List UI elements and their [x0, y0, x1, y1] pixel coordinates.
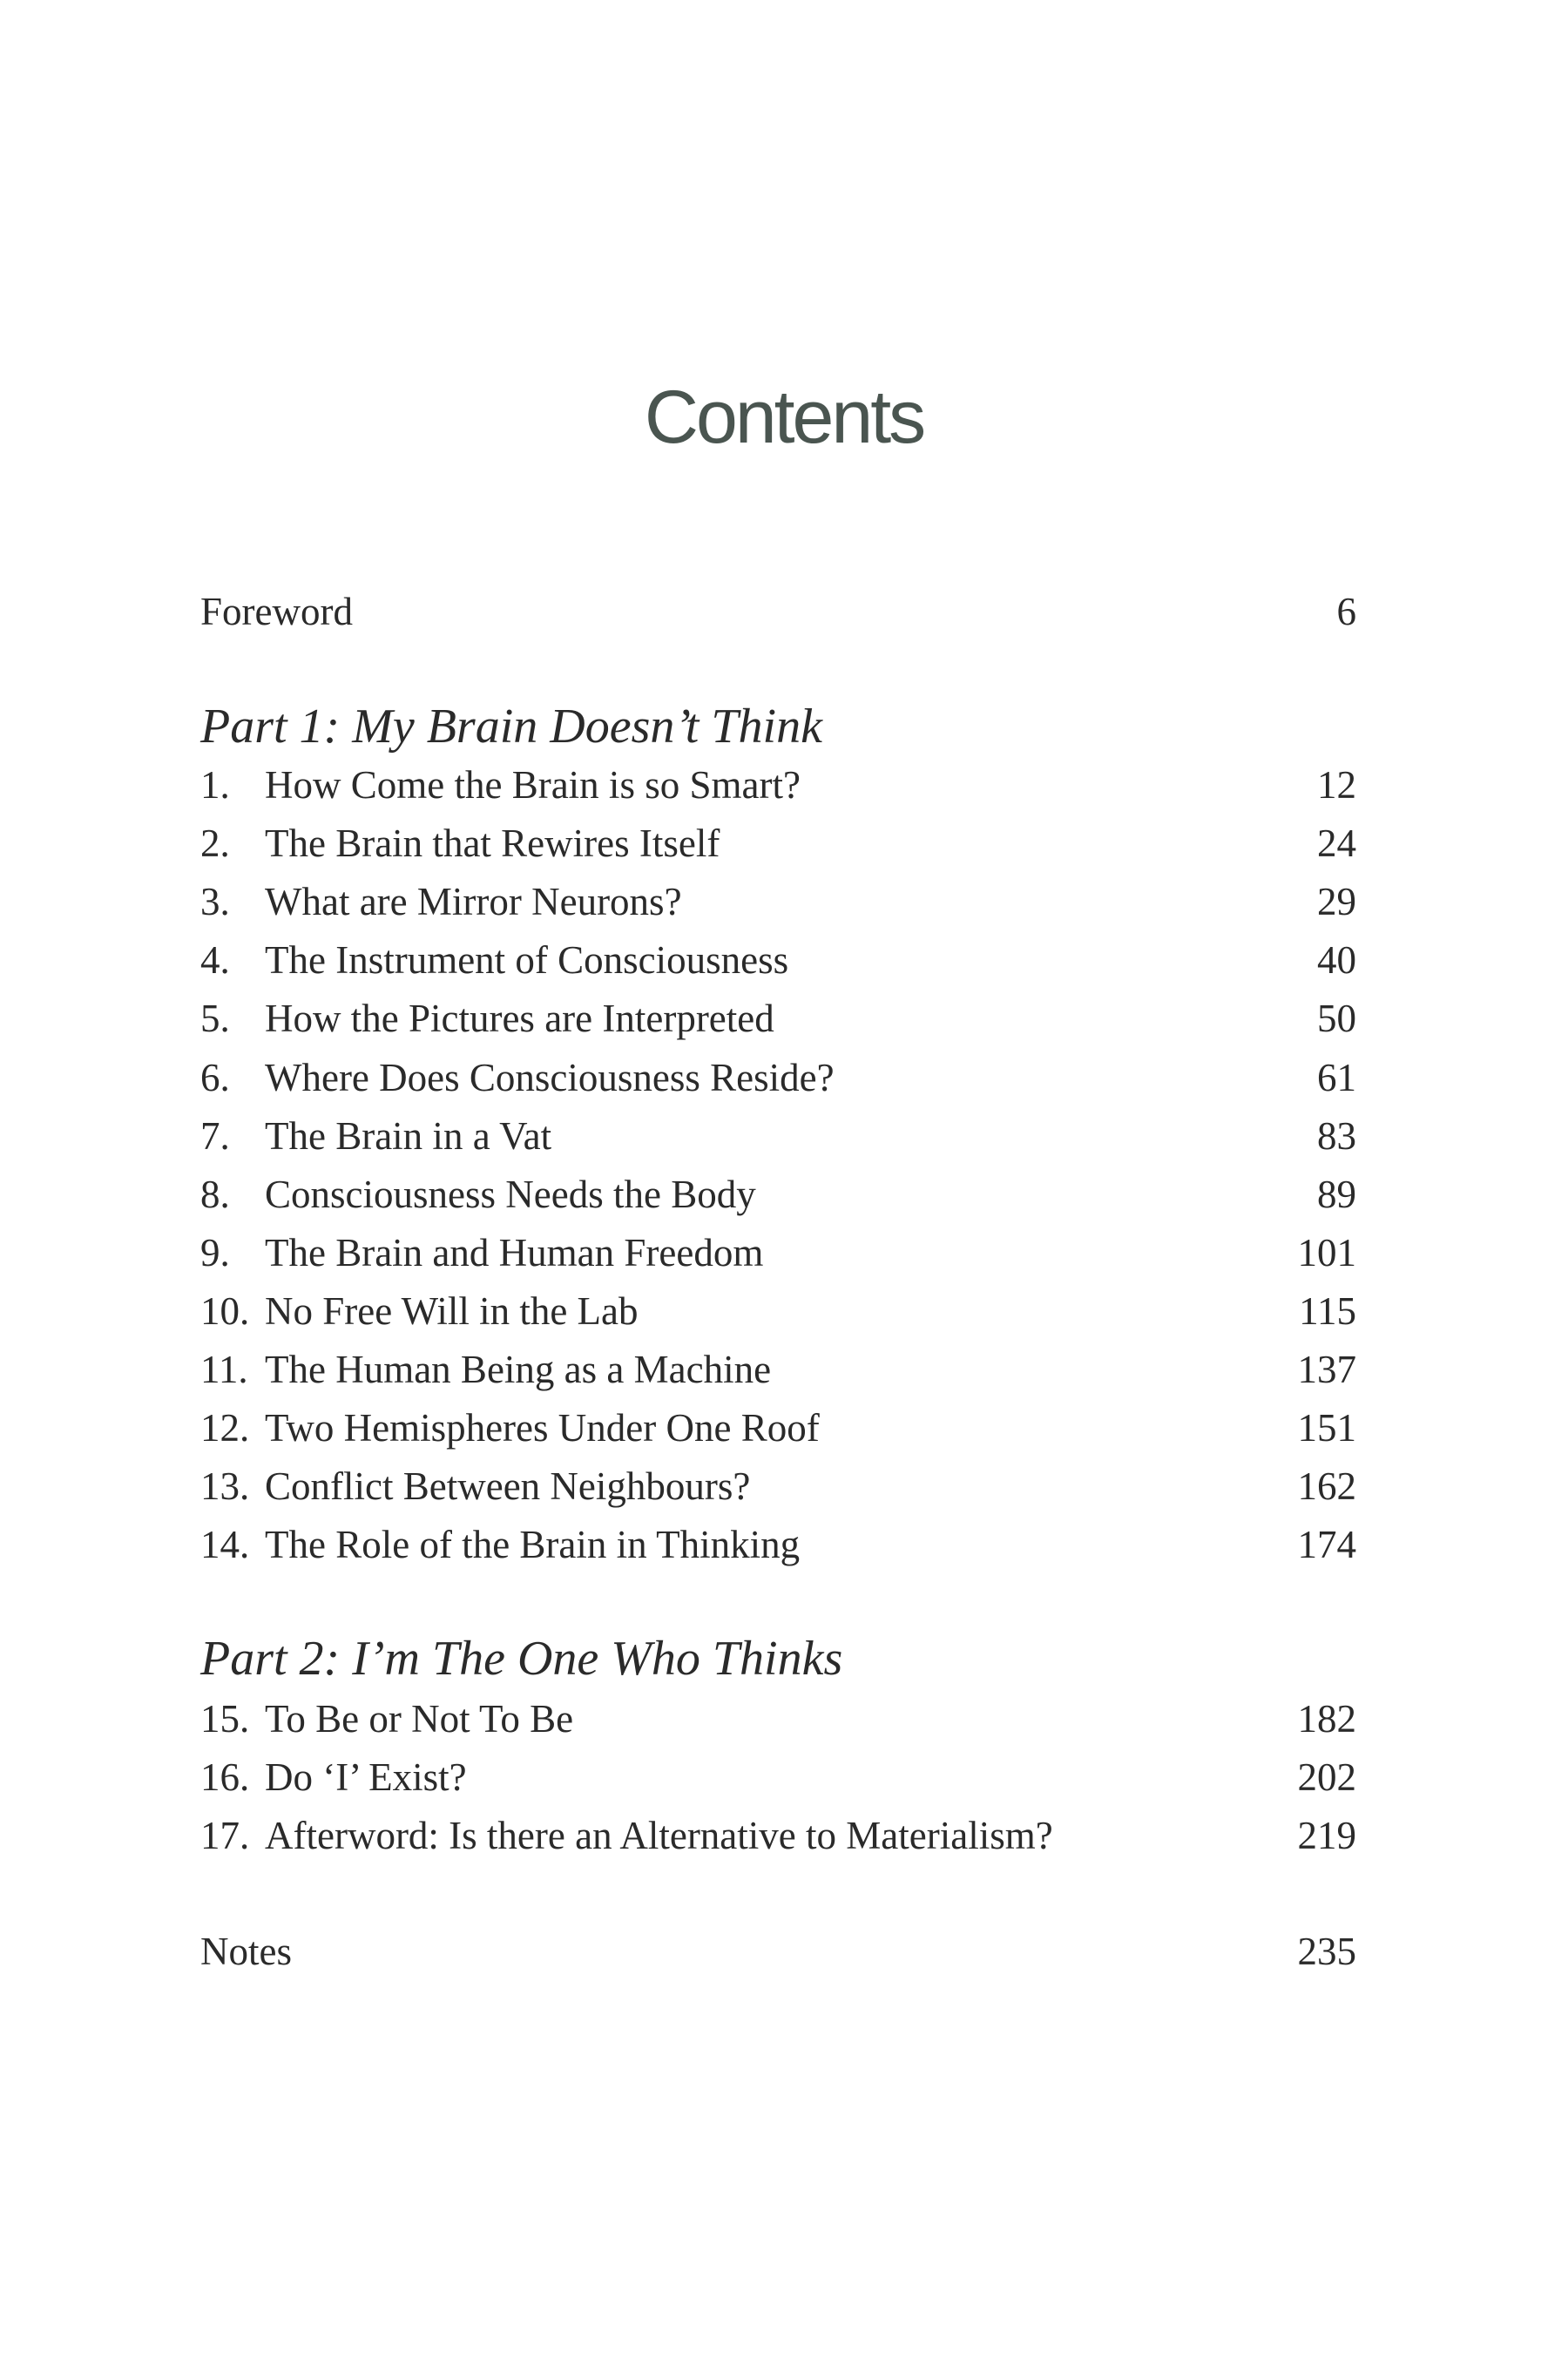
entry-num: 2.	[200, 822, 230, 866]
entry-label: Afterword: Is there an Alternative to Materialism?	[265, 1814, 1053, 1858]
entry-page: 12	[1317, 763, 1356, 807]
entry-page: 115	[1299, 1288, 1356, 1333]
entry-page: 182	[1297, 1697, 1356, 1741]
entry-label: Do ‘I’ Exist?	[265, 1755, 467, 1800]
toc-entry[interactable]	[200, 989, 1356, 1048]
entry-num: 11.	[200, 1348, 248, 1391]
entry-label: To Be or Not To Be	[265, 1697, 574, 1741]
entry-page: 29	[1317, 880, 1356, 924]
entry-page: 137	[1297, 1348, 1356, 1391]
toc-entry[interactable]	[200, 1340, 1356, 1399]
toc-entry[interactable]	[200, 1281, 1356, 1341]
entry-label: The Human Being as a Machine	[265, 1348, 772, 1391]
entry-page: 61	[1317, 1055, 1356, 1099]
entry-num: 16.	[200, 1755, 250, 1800]
entry-page: 202	[1297, 1755, 1356, 1800]
toc-entry[interactable]	[200, 1165, 1356, 1224]
entry-num: 8.	[200, 1172, 230, 1216]
entry-label: How Come the Brain is so Smart?	[265, 763, 801, 807]
entry-page: 83	[1317, 1113, 1356, 1158]
entry-label: Notes	[200, 1930, 292, 1973]
entry-page: 50	[1317, 997, 1356, 1041]
entry-num: 13.	[200, 1464, 250, 1509]
entry-label: Consciousness Needs the Body	[265, 1172, 756, 1216]
entry-num: 3.	[200, 880, 230, 924]
entry-label: The Brain and Human Freedom	[265, 1230, 764, 1275]
toc-entry[interactable]	[200, 930, 1356, 990]
toc-entry[interactable]	[200, 1223, 1356, 1282]
toc-entry[interactable]	[200, 1398, 1356, 1457]
toc-entry[interactable]	[200, 872, 1356, 931]
entry-label: The Brain that Rewires Itself	[265, 822, 720, 866]
entry-label: The Brain in a Vat	[265, 1113, 552, 1158]
entry-num: 15.	[200, 1697, 250, 1741]
toc-entry[interactable]	[200, 1689, 1356, 1748]
entry-page: 24	[1317, 822, 1356, 866]
toc-entry[interactable]	[200, 755, 1356, 815]
entry-num: 5.	[200, 997, 230, 1041]
entry-num: 6.	[200, 1055, 230, 1099]
entry-page: 6	[1336, 590, 1356, 633]
toc-entry[interactable]	[200, 1748, 1356, 1807]
toc-entry[interactable]	[200, 1457, 1356, 1516]
entry-num: 1.	[200, 763, 230, 807]
entry-label: Two Hemispheres Under One Roof	[265, 1406, 820, 1450]
entry-page: 101	[1297, 1230, 1356, 1275]
entry-num: 12.	[200, 1406, 250, 1450]
toc-entry[interactable]	[200, 1515, 1356, 1574]
page-title: Contents	[644, 375, 924, 459]
entry-page: 40	[1317, 938, 1356, 983]
entry-page: 219	[1297, 1814, 1356, 1858]
toc-entry[interactable]	[200, 814, 1356, 873]
entry-label: Foreword	[200, 590, 353, 633]
entry-num: 7.	[200, 1113, 230, 1158]
toc-entry[interactable]	[200, 1806, 1356, 1865]
toc-entry-foreword[interactable]	[200, 582, 1356, 641]
entry-label: No Free Will in the Lab	[265, 1288, 639, 1333]
entry-page: 174	[1297, 1523, 1356, 1567]
entry-label: The Role of the Brain in Thinking	[265, 1523, 801, 1567]
part-heading: Part 1: My Brain Doesn’t Think	[200, 700, 822, 754]
entry-page: 162	[1297, 1464, 1356, 1509]
entry-label: The Instrument of Consciousness	[265, 938, 789, 983]
entry-page: 151	[1297, 1406, 1356, 1450]
entry-num: 4.	[200, 938, 230, 983]
entry-page: 89	[1317, 1172, 1356, 1216]
toc-entry-notes[interactable]	[200, 1922, 1356, 1981]
entry-num: 17.	[200, 1814, 250, 1858]
entry-label: What are Mirror Neurons?	[265, 880, 682, 924]
entry-num: 10.	[200, 1288, 250, 1333]
toc-entry[interactable]	[200, 1048, 1356, 1107]
entry-num: 14.	[200, 1523, 250, 1567]
entry-num: 9.	[200, 1230, 230, 1275]
entry-label: Where Does Consciousness Reside?	[265, 1055, 835, 1099]
entry-page: 235	[1297, 1930, 1356, 1973]
entry-label: How the Pictures are Interpreted	[265, 997, 774, 1041]
entry-label: Conflict Between Neighbours?	[265, 1464, 751, 1509]
toc-entry[interactable]	[200, 1106, 1356, 1166]
part-heading: Part 2: I’m The One Who Thinks	[200, 1632, 843, 1686]
